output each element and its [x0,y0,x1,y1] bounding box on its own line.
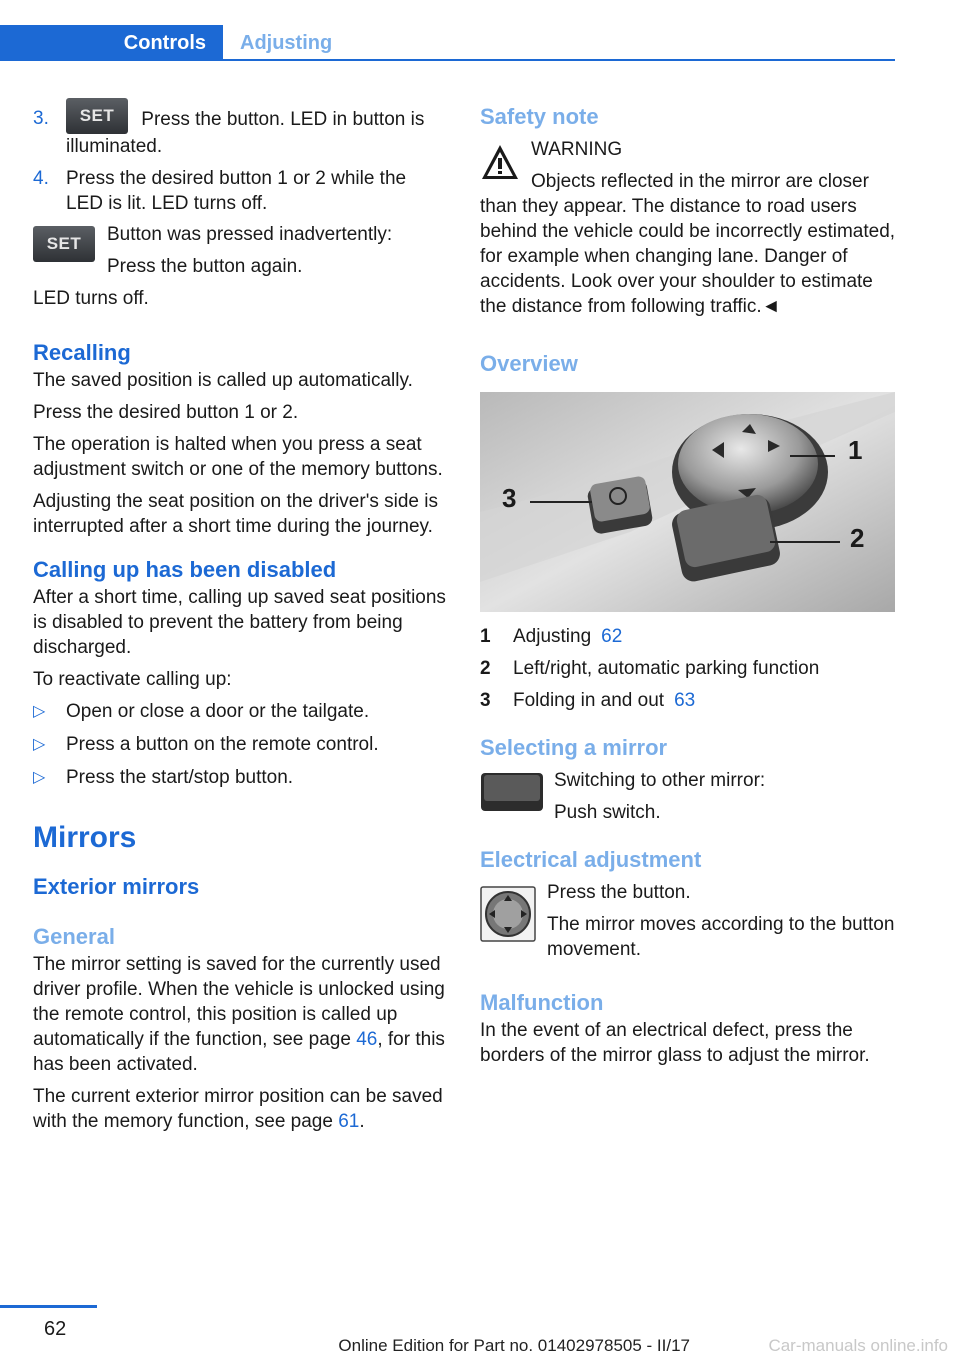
figure-label-3: 3 [502,483,517,513]
list-item [33,699,448,724]
page-link-63[interactable]: 63 [674,690,696,711]
selecting-mirror-block [480,768,896,825]
electrical-adjustment-block [480,880,896,962]
set-button-icon: SET [66,98,128,134]
malfunction-text: In the event of an electrical defect, press the borders of the mirror glass to adjust the mirror. [480,1020,870,1066]
recalling-p1: The saved position is called up automatically. [33,370,413,391]
watermark: Car-manuals online.info [768,1336,948,1355]
page-link-62[interactable]: 62 [601,626,623,647]
recalling-heading: Recalling [33,340,131,365]
exterior-mirrors-heading: Exterior mirrors [33,874,200,899]
selecting-line-1: Switching to other mirror: [554,770,766,791]
legend-item: 2 Left/right, automatic parking function [480,658,820,679]
disabled-p2: To reactivate calling up: [33,669,232,690]
warning-triangle-icon [480,143,520,181]
step-3 [33,106,448,159]
header-rule [223,59,895,61]
malfunction-heading: Malfunction [480,990,604,1015]
figure-label-2: 2 [850,523,865,553]
warning-block [480,137,896,319]
step-4 [33,166,448,216]
disabled-heading: Calling up has been disabled [33,557,337,582]
electrical-line-1: Press the button. [547,882,691,903]
tab-adjusting[interactable]: Adjusting [240,32,333,54]
recalling-p3: The operation is halted when you press a seat adjustment switch or one of the memory buttons. [33,434,443,480]
selecting-mirror-heading: Selecting a mirror [480,735,668,760]
inadvertent-line-1: Button was pressed inadvertently: [107,224,393,245]
electrical-line-2: The mirror moves according to the button movement. [547,914,895,960]
disabled-p1: After a short time, calling up saved seat positions is disabled to prevent the battery from being discharged. [33,587,446,658]
left-column [33,100,448,1134]
mirror-adjust-button-icon [480,886,536,942]
recalling-p4: Adjusting the seat position on the driver's side is interrupted after a short time during the journey. [33,491,438,537]
overview-heading: Overview [480,351,578,376]
step-number: 4. [33,168,49,189]
warning-text: Objects reflected in the mirror are closer than they appear. The distance to road users behind the vehicle could be incorrectly estimated, for example when changing lane. Danger of accidents. Look over your shoulder to estimate the distance from following traffic.◄ [480,171,896,317]
set-button-icon: SET [33,226,95,262]
general-heading: General [33,924,115,949]
inadvertent-note [33,222,448,279]
mirror-control-image [480,392,895,612]
mirror-switch-icon [480,772,544,812]
step-4-text: Press the desired button 1 or 2 while the LED is lit. LED turns off. [66,168,407,214]
warning-label: WARNING [531,139,623,160]
right-column [480,100,896,1068]
led-off-text: LED turns off. [33,288,149,309]
bullet-text: Open or close a door or the tailgate. [66,701,370,722]
list-item [33,732,448,757]
footer-rule [0,1305,97,1308]
bullet-marker: ▷ [33,769,46,786]
general-p2: The current exterior mirror position can be saved with the memory function, see page 61. [33,1086,443,1132]
selecting-line-2: Push switch. [554,802,661,823]
legend-item: 1 Adjusting 62 [480,626,623,647]
mirrors-heading: Mirrors [33,821,137,854]
general-p1: The mirror setting is saved for the currently used driver profile. When the vehicle is unlocked using the remote control, this position is called up automatically if the function, see page 46, for this has been activated. [33,954,445,1075]
page-number: 62 [44,1318,67,1340]
page-link-46[interactable]: 46 [356,1029,378,1050]
step-3-text: Press the button. LED in button is illuminated. [66,109,425,157]
list-item [33,765,448,790]
safety-note-heading: Safety note [480,104,599,129]
step-number: 3. [33,108,49,129]
header-tabs [0,25,895,61]
edition-text: Online Edition for Part no. 01402978505 - II/17 [338,1336,690,1355]
electrical-adjustment-heading: Electrical adjustment [480,847,702,872]
figure-label-1: 1 [848,435,863,465]
bullet-marker: ▷ [33,736,46,753]
bullet-text: Press the start/stop button. [66,767,294,788]
figure-legend [480,624,896,713]
page-link-61[interactable]: 61 [338,1111,360,1132]
recalling-p2: Press the desired button 1 or 2. [33,402,299,423]
tab-controls[interactable]: Controls [0,25,223,61]
bullet-marker: ▷ [33,703,46,720]
bullet-text: Press a button on the remote control. [66,734,379,755]
legend-item: 3 Folding in and out 63 [480,690,696,711]
inadvertent-line-2: Press the button again. [107,256,303,277]
